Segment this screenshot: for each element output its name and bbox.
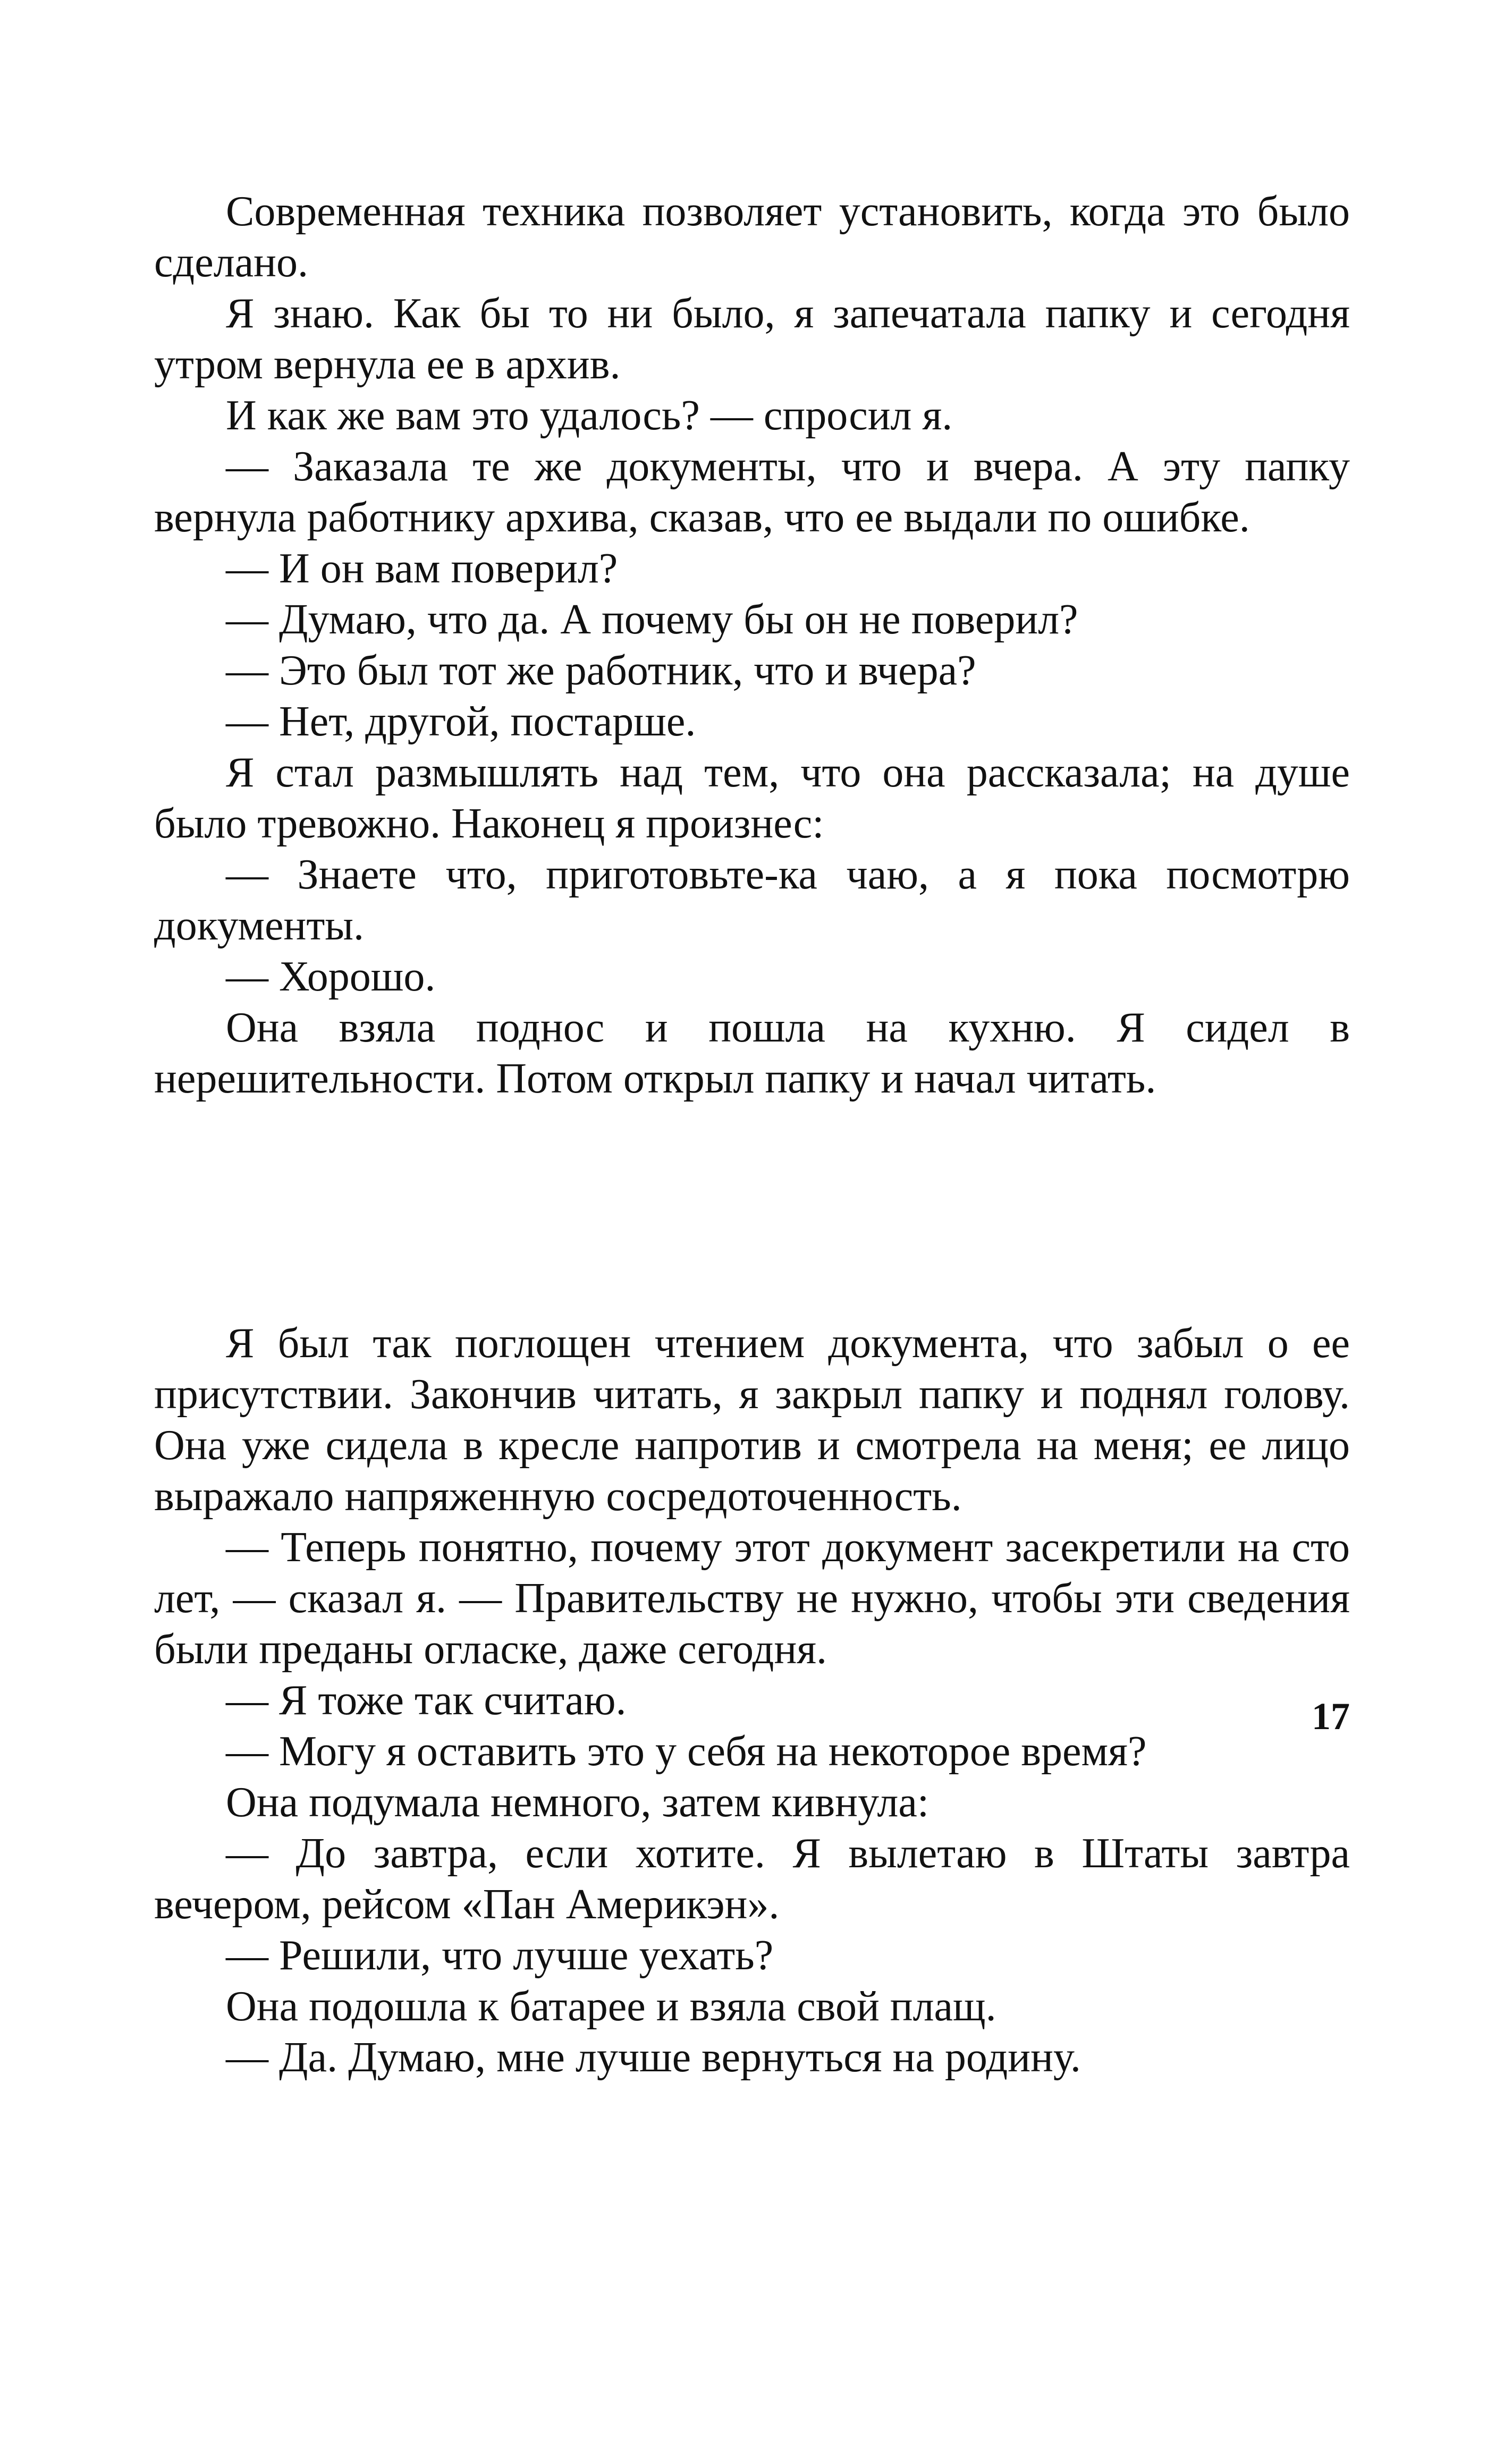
paragraph: — Решили, что лучше уехать? xyxy=(226,1932,774,1979)
paragraph: — И он вам поверил? xyxy=(226,545,618,592)
paragraph: — Теперь понятно, почему этот документ засекретили на сто лет, — сказал я. — Правительству не нужно, чтобы эти сведения были преданы огласке, даже сегодня. xyxy=(154,1524,1350,1673)
paragraph: — Нет, другой, постарше. xyxy=(226,698,696,745)
paragraph: Она взяла поднос и пошла на кухню. Я сидел в нерешительности. Потом открыл папку и начал читать. xyxy=(154,1004,1350,1102)
paragraph: И как же вам это удалось? — спросил я. xyxy=(226,392,953,439)
paragraph: — Да. Думаю, мне лучше вернуться на родину. xyxy=(226,2034,1081,2081)
paragraph: Она подумала немного, затем кивнула: xyxy=(226,1779,930,1826)
paragraph: — Знаете что, приготовьте-ка чаю, а я пока посмотрю документы. xyxy=(154,851,1350,949)
paragraph: Я знаю. Как бы то ни было, я запечатала папку и сегодня утром вернула ее в архив. xyxy=(154,290,1350,388)
paragraph: — Думаю, что да. А почему бы он не поверил? xyxy=(226,596,1078,643)
paragraph: — Я тоже так считаю. xyxy=(226,1677,627,1724)
paragraph: — Это был тот же работник, что и вчера? xyxy=(226,647,976,694)
paragraph: — Хорошо. xyxy=(226,953,436,1000)
paragraph: — Заказала те же документы, что и вчера. А эту папку вернула работнику архива, сказав, что ее выдали по ошибке. xyxy=(154,443,1350,541)
paragraph: Современная техника позволяет установить, когда это было сделано. xyxy=(154,188,1350,286)
paragraph: Я был так поглощен чтением документа, что забыл о ее присутствии. Закончив читать, я закрыл папку и поднял голову. Она уже сидела в кресле напротив и смотрела на меня; ее лицо выражало напряженную сосредоточенность. xyxy=(154,1320,1350,1520)
paragraph: Она подошла к батарее и взяла свой плащ. xyxy=(226,1983,996,2030)
text-section-1 xyxy=(154,186,1350,1104)
paragraph: — До завтра, если хотите. Я вылетаю в Штаты завтра вечером, рейсом «Пан Америкэн». xyxy=(154,1830,1350,1928)
paragraph: Я стал размышлять над тем, что она рассказала; на душе было тревожно. Наконец я произнес: xyxy=(154,749,1350,847)
text-section-2 xyxy=(154,1318,1350,2083)
paragraph: — Могу я оставить это у себя на некоторое время? xyxy=(226,1728,1147,1775)
page-number: 17 xyxy=(1312,1695,1350,1738)
